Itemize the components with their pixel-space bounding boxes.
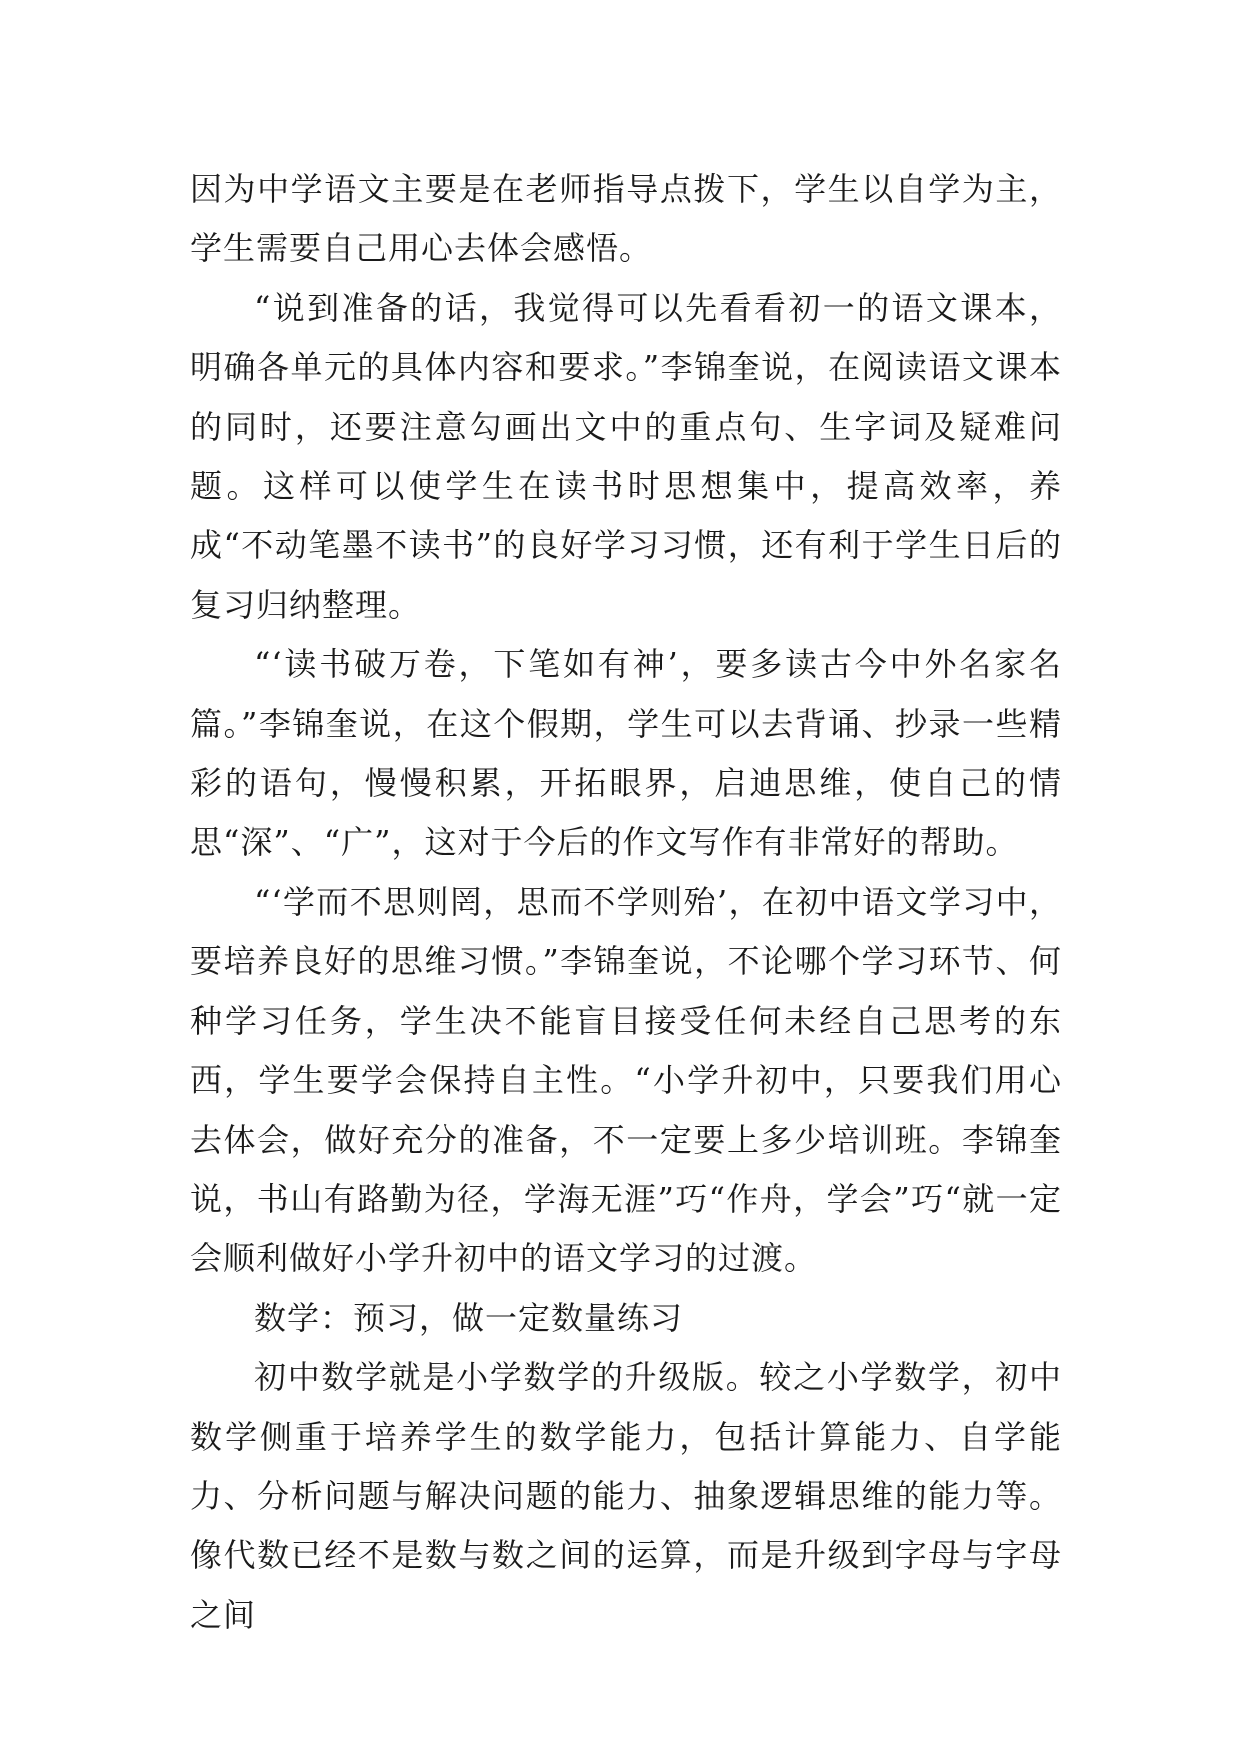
paragraph-2: “说到准备的话，我觉得可以先看看初一的语文课本，明确各单元的具体内容和要求。”李锦奎说，在阅读语文课本的同时，还要注意勾画出文中的重点句、生字词及疑难问题。这样可以使学生在读书时思想集中，提高效率，养成“不动笔墨不读书”的良好学习习惯，还有利于学生日后的复习归纳整理。 — [190, 288, 1062, 624]
document-body — [190, 160, 1062, 1645]
paragraph-1: 因为中学语文主要是在老师指导点拨下，学生以自学为主，学生需要自己用心去体会感悟。 — [190, 170, 1062, 268]
paragraph-4: “‘学而不思则罔，思而不学则殆’，在初中语文学习中，要培养良好的思维习惯。”李锦奎说，不论哪个学习环节、何种学习任务，学生决不能盲目接受任何未经自己思考的东西，学生要学会保持自主性。“小学升初中，只要我们用心去体会，做好充分的准备，不一定要上多少培训班。李锦奎说，书山有路勤为径，学海无涯”巧“作舟，学会”巧“就一定会顺利做好小学升初中的语文学习的过渡。 — [190, 882, 1062, 1278]
paragraph-3: “‘读书破万卷，下笔如有神’，要多读古今中外名家名篇。”李锦奎说，在这个假期，学生可以去背诵、抄录一些精彩的语句，慢慢积累，开拓眼界，启迪思维，使自己的情思“深”、“广”，这对于今后的作文写作有非常好的帮助。 — [190, 645, 1062, 862]
paragraph-5: 初中数学就是小学数学的升级版。较之小学数学，初中数学侧重于培养学生的数学能力，包括计算能力、自学能力、分析问题与解决问题的能力、抽象逻辑思维的能力等。像代数已经不是数与数之间的运算，而是升级到字母与字母之间 — [190, 1358, 1062, 1634]
section-heading-math: 数学：预习，做一定数量练习 — [254, 1298, 684, 1337]
